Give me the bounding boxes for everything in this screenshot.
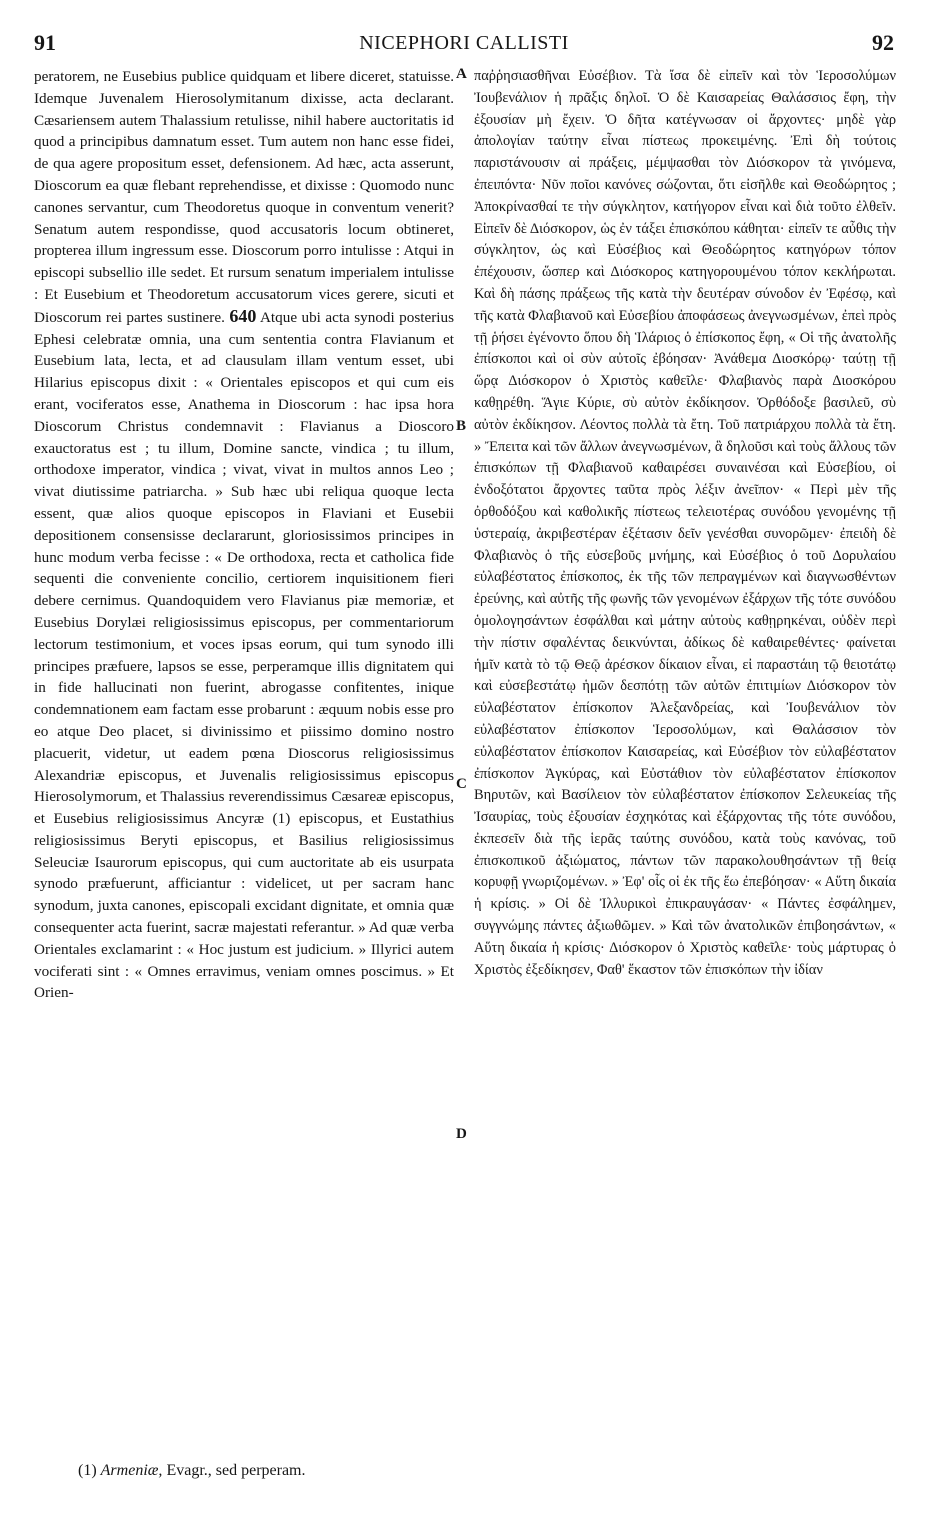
page-number-left: 91 xyxy=(34,30,56,55)
section-marker-c: C xyxy=(456,776,467,792)
greek-column xyxy=(474,66,896,981)
running-title: NICEPHORI CALLISTI xyxy=(359,32,569,54)
footnote-text: Evagr., sed perperam. xyxy=(166,1462,306,1479)
section-marker-d: D xyxy=(456,1126,467,1142)
footnote xyxy=(78,1462,778,1480)
section-marker-b: B xyxy=(456,418,467,434)
page-header xyxy=(34,30,894,64)
latin-paragraph xyxy=(34,66,454,1004)
page-number-right: 92 xyxy=(872,30,894,55)
latin-text-part-1: peratorem, ne Eusebius publice quidquam et libere diceret, statuisse. Idemque Juvenalem Hierosolymitanum dixisse, acta declarant. Cæsariensem autem Thalassium retulisse, nihil habere auctoritatis id quod a principibus damnatum esset. Tum autem non hanc esse fidei, de qua agere propositum esset, defensionem. Ad hæc, acta asserunt, Dioscorum ea quæ flebant reprehendisse, et dixisse : Quomodo nunc canones servantur, cum Theodoretus quoque in conventum venerit? Senatum autem respondisse, quod accusatoris locum obtineret, propterea illum ingressum esse. Dioscorum porro intulisse : Atqui in episcopi subsellio ille sedet. Et rursum senatum imperialem intulisse : Et Eusebium et Theodoretum accusatorum vices gerere, sicuti et Dioscorum rei partes sustinere. xyxy=(34,68,454,326)
latin-text-part-2: Atque ubi acta synodi posterius Ephesi celebratæ omnia, una cum sententia contra Flavianum et Eusebium lata, lecta, et ad clausulam illam ventum esset, ubi Hilarius episcopus dixit : « Orientales episcopos et qui cum eis erant, vociferatos esse, Anathema in Dioscorum : hac ipsa hora Dioscorum Christus condemnavit : Flavianus a Dioscoro exauctoratus est ; tu illum, Domine sancte, vindica ; tu illum, orthodoxe imperator, vindica ; vivat, vivat in multos annos Leo ; vivat diutissime patriarcha. » Sub hæc ubi reliqua quoque lecta essent, quæ alios quoque episcopos in Flaviani et Eusebii depositionem consensisse declararunt, gloriosissimos principes in hunc modum verba fecisse : « De orthodoxa, recta et catholica fide sequenti die conveniente concilio, certiorem inquisitionem fieri debere cernimus. Quandoquidem vero Flavianus piæ memoriæ, et Eusebius Dorylæi religiosissimus episcopus, per commentariorum lectorum testimonium, et voces ipsas eorum, qui tum synodo illi principes præfuere, lapsos se esse, perperamque illis dignitatem qui in fide hallucinati non fuerint, abrogasse confitentes, inique condemnationem eam factam esse probarunt : æquum nobis esse pro eo atque Deo placet, si divinissimo et piissimo domino nostro placuerit, videtur, ut eadem pœna Dioscorus religiosissimus Alexandriæ episcopus, et Juvenalis religiosissimus episcopus Hierosolymorum, et Thalassius reverendissimus Cæsareæ episcopus, et Eusebius religiosissimus Ancyræ (1) episcopus, et Eustathius religiosissimus Beryti episcopus, et Basilius religiosissimus Seleuciæ Isaurorum episcopus, qui cum auctoritate ab eis usurpata synodo præfuerunt, afficiantur : videlicet, ut per sacram hanc synodum, juxta canones, episcopali excidant dignitate, et omnia quæ consequenter acta fuerint, sacræ majestati referantur. » Ad quæ verba Orientales exclamarint : « Hoc justum est judicium. » Illyrici autem vociferati sint : « Omnes erravimus, veniam omnes poscimus. » Et Orien- xyxy=(34,308,455,1002)
section-marker-a: A xyxy=(456,66,467,82)
footnote-reference: Armeniæ, xyxy=(100,1462,163,1479)
column-number: 640 xyxy=(229,305,257,326)
greek-paragraph: παῤῥησιασθῆναι Εὐσέβιον. Τὰ ἴσα δὲ εἰπεῖν καὶ τὸν Ἱεροσολύμων Ἰουβενάλιον ἡ πρᾶξις δηλοῖ. Ὁ δὲ Καισαρείας Θαλάσσιος ἔφη, τὴν ἐξουσίαν μὴ ἔχειν. Ὁ δῆτα κατέγνωσαν οἱ ἄρχοντες· μηδὲ γὰρ ἀπολογίαν ταύτην εἶναι πίστεως προκειμένης. Ἐπὶ δὴ τούτοις παριστάνουσιν αἱ πράξεις, μέμψασθαι τὸν Διόσκορον τὰ γινόμενα, ἐπειπόντα· Νῦν ποῖοι κανόνες σώζονται, ὅτι εἰσῆλθε καὶ Θεοδώρητος ; Ἀποκρίνασθαί τε τὴν σύγκλητον, κατήγορον εἶναι καὶ διὰ τοῦτο ἐλθεῖν. Εἰπεῖν δὲ Διόσκορον, ὡς ἐν τάξει ἐπισκόπου κάθηται· εἰπεῖν τε αὖθις τὴν σύγκλητον, ὡς καὶ Εὐσέβιος καὶ Θεοδώρητος κατηγόρων τόπον ἐπέχουσιν, ὥσπερ καὶ Διόσκορος κατηγορουμένου τόπον κεκλήρωται. Καὶ δὴ πάσης πράξεως τῆς κατὰ τὴν δευτέραν σύνοδον ἐν Ἐφέσῳ, καὶ τῆς κατὰ Φλαβιανοῦ καὶ Εὐσεβίου ἀποφάσεως ἀνεγνωσμένων, ἐπεὶ πρὸς τῇ ῥήσει ἐγένοντο ὅπου δὴ Ἱλάριος ὁ ἐπίσκοπος ἔφη, « Οἱ τῆς ἀνατολῆς ἐπίσκοποι καὶ οἱ σὺν αὐτοῖς ἐβόησαν· Ἀνάθεμα Διοσκόρῳ· ταύτῃ τῇ ὥρᾳ Διόσκορον ὁ Χριστὸς καθεῖλε· Φλαβιανὸς παρὰ Διοσκόρου καθῃρέθη. Ἅγιε Κύριε, σὺ αὐτὸν ἐκδίκησον. Ὀρθόδοξε βασιλεῦ, σὺ αὐτὸν ἐκδίκησον. Λέοντος πολλὰ τὰ ἔτη. Τοῦ πατριάρχου πολλὰ τὰ ἔτη. » Ἔπειτα καὶ τῶν ἄλλων ἀνεγνωσμένων, ἃ δηλοῦσι καὶ τοὺς ἄλλους τῶν ἐπισκόπων τῇ Φλαβιανοῦ καθαιρέσει συναινέσαι καὶ Εὐσεβίου, οἱ ἐνδοξότατοι ἄρχοντες ταῦτα πρὸς λέξιν ἀνεῖπον· « Περὶ μὲν τῆς ὀρθοδόξου καὶ καθολικῆς πίστεως τελειοτέρας συνόδου γενομένης τῇ ὑστεραίᾳ, ἀκριβεστέραν ἐξέτασιν δεῖν γενέσθαι συνορῶμεν· ἐπειδὴ δὲ Φλαβιανὸς ὁ τῆς εὐσεβοῦς μνήμης, καὶ Εὐσέβιος ὁ τοῦ Δορυλαίου εὐλαβέστατος ἐπίσκοπος, ἐκ τῆς τῶν πεπραγμένων καὶ διαγνωσθέντων ἐρεύνης, καὶ αὐτῆς τῆς φωνῆς τῶν γενομένων ἐξάρχων τῆς τότε συνόδου ὁμολογησάντων ἐσφάλθαι καὶ μάτην αὐτοὺς καθῃρηκέναι, οὐδὲν περὶ τὴν πίστιν σφαλέντας δεικνύνται, ἀδίκως δὲ καθαιρεθέντες· φαίνεται ἡμῖν κατὰ τὸ τῷ Θεῷ ἀρέσκον δίκαιον εἶναι, εἰ παραστάιη τῷ θειοτάτῳ καὶ εὐσεβεστάτῳ ἡμῶν δεσπότῃ τῶν αὐτῶν ἐπιτιμίων Διόσκορον τὸν εὐλαβέστατον ἐπίσκοπον Ἀλεξανδρείας, καὶ Ἰουβενάλιον τὸν εὐλαβέστατον ἐπίσκοπον Ἱεροσολύμων, καὶ Θαλάσσιον τὸν εὐλαβέστατον ἐπίσκοπον Καισαρείας, καὶ Εὐσέβιον τὸν εὐλαβέστατον ἐπίσκοπον Ἀγκύρας, καὶ Εὐστάθιον τὸν εὐλαβέστατον ἐπίσκοπον Βηρυτῶν, καὶ Βασίλειον τὸν εὐλαβέστατον ἐπίσκοπον Σελευκείας τῆς Ἰσαυρίας, τοὺς ἐξουσίαν ἐσχηκότας καὶ ἐξάρχοντας τῆς τότε συνόδου, ἐκπεσεῖν διὰ τῆς ἱερᾶς ταύτης συνόδου, κατὰ τοὺς κανόνας, τοῦ ἐπισκοπικοῦ ἀξιώματος, πάντων τῶν παρακολουθησάντων τῇ θείᾳ κορυφῇ γνωριζομένων. » Ἐφ' οἷς οἱ ἐκ τῆς ἕω ἐπεβόησαν· « Αὕτη δικαία ἡ κρίσις. » Οἱ δὲ Ἰλλυρικοὶ ἐπικραυγάσαν· « Πάντες ἐσφάλημεν, συγγνώμης πάντες ἀξιωθῶμεν. » Καὶ τῶν ἀνατολικῶν ἐπιβοησάντων, « Αὕτη δικαία ἡ κρίσις· Διόσκορον ὁ Χριστὸς καθεῖλε· τοὺς μάρτυρας ὁ Χριστὸς ἐξεδίκησεν, Φαθ' ἕκαστον τῶν ἐπισκόπων τὴν ἰδίαν xyxy=(474,68,896,978)
latin-column xyxy=(34,66,454,1004)
footnote-mark: (1) xyxy=(78,1462,97,1479)
